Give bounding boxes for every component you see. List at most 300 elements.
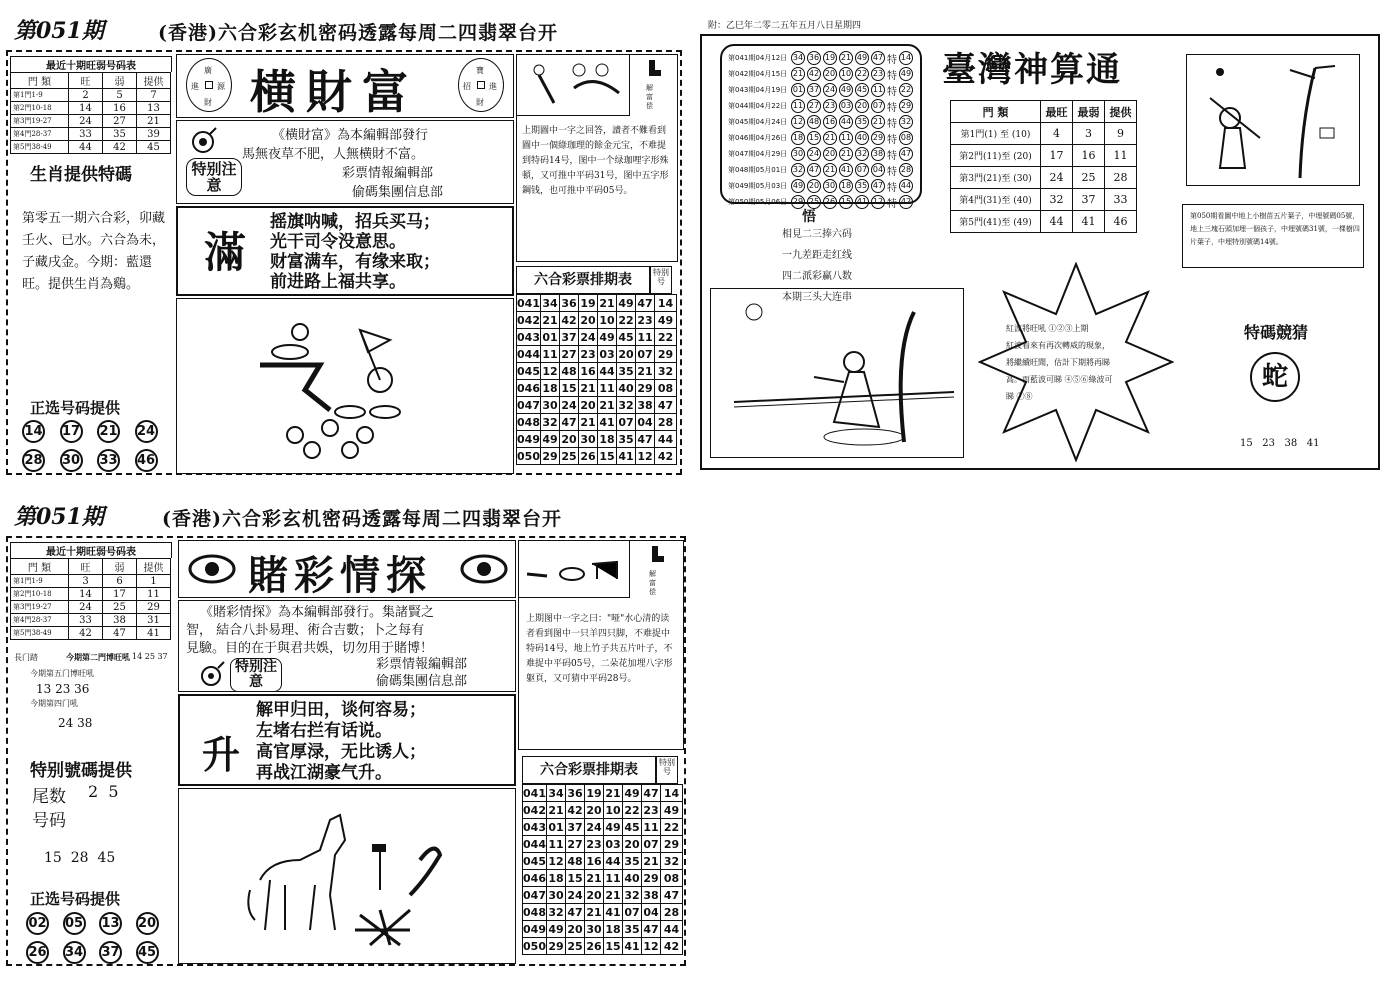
schedule-number: 15	[567, 871, 583, 885]
recent-cell: 44	[69, 141, 103, 154]
schedule-number: 41	[618, 449, 634, 463]
draw-number: 07	[871, 99, 885, 113]
door-header-cell: 最弱	[1073, 101, 1105, 123]
draw-number: 32	[855, 147, 869, 161]
recent-header-row	[11, 73, 171, 89]
draw-number: 32	[791, 163, 805, 177]
wu-lines: 相見二三捧六码 一九差距走红线 四二派彩赢八数 本期三头大连串	[782, 229, 852, 303]
schedule-number: 07	[618, 415, 634, 429]
schedule-number: 34	[548, 786, 564, 800]
door-line2-label: 今期第五门博旺吼	[30, 669, 94, 678]
wu-title: 悟	[802, 209, 816, 225]
schedule-number: 07	[643, 837, 659, 851]
schedule-number: 20	[586, 888, 602, 902]
schedule-number: 21	[643, 854, 659, 868]
schedule-number: 12	[548, 854, 564, 868]
eye-left-icon	[188, 552, 236, 586]
draw-number: 41	[839, 163, 853, 177]
schedule-issue: 041	[523, 786, 546, 800]
recent-cell: 42	[69, 627, 103, 640]
schedule-issue: 045	[517, 364, 540, 378]
eye-right-icon	[460, 552, 508, 586]
schedule-table	[522, 756, 683, 955]
draw-number: 21	[839, 147, 853, 161]
code-label: 号码	[32, 811, 66, 831]
pick-number: 46	[135, 449, 158, 472]
draw-number: 21	[823, 131, 837, 145]
bomb-icon	[198, 660, 228, 688]
schedule-number: 48	[567, 854, 583, 868]
draw-number: 20	[807, 179, 821, 193]
horse-illustration	[240, 800, 470, 950]
recent-cell: 21	[137, 115, 171, 128]
recent-cell: 29	[137, 601, 171, 614]
riddle-text: 上期图中一字之曰："哑"水心清的读者看到图中一只羊四只脚，不难捉中特码14号，地上竹子共五片叶子，不难捉中平码05号，二朵花加埋八字形躯頁，又可猜中平码28号。	[526, 614, 673, 684]
picks-grid	[26, 912, 172, 964]
draw-number: 04	[871, 163, 885, 177]
schedule-special-number: 47	[661, 887, 683, 904]
draw-row	[728, 50, 914, 66]
schedule-issue: 047	[517, 398, 540, 412]
draw-special-word: 特	[887, 54, 897, 66]
schedule-number: 29	[548, 939, 564, 953]
draw-special-number: 29	[899, 99, 913, 113]
schedule-issue: 050	[517, 449, 540, 463]
schedule-number: 07	[624, 905, 640, 919]
recent-row	[11, 102, 171, 115]
schedule-number: 49	[548, 922, 564, 936]
recent-cell: 11	[137, 588, 171, 601]
schedule-number: 15	[599, 449, 615, 463]
recent-row	[11, 601, 171, 614]
schedule-special-number: 47	[655, 397, 677, 414]
schedule-number: 16	[586, 854, 602, 868]
schedule-number: 32	[618, 398, 634, 412]
draw-special-word: 特	[887, 70, 897, 82]
schedule-number: 21	[586, 905, 602, 919]
draw-number: 21	[823, 163, 837, 177]
draw-number: 10	[839, 67, 853, 81]
door-cell: 24	[1041, 167, 1073, 189]
recent-row	[11, 588, 171, 601]
star-text: 紅波將旺吼 ①②③上期 紅波看來有再次轉威的現象， 將繼續旺聞，估計下期將再睇 高。而藍波可睇 ④⑤⑥綠波可 睇 ⑦⑧	[1006, 324, 1113, 401]
date-line: 附：乙巳年二零二五年五月八日星期四	[708, 21, 862, 31]
schedule-number: 47	[637, 432, 653, 446]
recent-header-row	[11, 559, 171, 575]
door-row	[951, 167, 1137, 189]
door-header-row	[951, 101, 1137, 123]
draw-label: 第043期04月19日	[728, 86, 788, 94]
picks-title: 正选号码提供	[30, 890, 121, 908]
door-row-label: 第5門(41)至 (49)	[951, 211, 1041, 233]
recent-row	[11, 128, 171, 141]
schedule-issue: 049	[517, 432, 540, 446]
draw-number: 45	[855, 83, 869, 97]
schedule-number: 37	[561, 330, 577, 344]
draw-number: 20	[855, 99, 869, 113]
door-line1-label: 今期第二門博旺吼	[66, 652, 130, 662]
schedule-number: 32	[548, 905, 564, 919]
sage-illustration	[714, 292, 960, 454]
schedule-number: 20	[561, 432, 577, 446]
recent-header-cell: 弱	[103, 73, 137, 89]
schedule-number: 22	[624, 803, 640, 817]
schedule-number: 41	[605, 905, 621, 919]
schedule-number: 48	[561, 364, 577, 378]
schedule-issue: 044	[517, 347, 540, 361]
schedule-number: 32	[542, 415, 558, 429]
pick-number: 30	[60, 449, 83, 472]
recent-table	[10, 56, 172, 154]
schedule-number: 47	[561, 415, 577, 429]
recent-row-label: 第3門19-27	[11, 601, 69, 614]
door-row-label: 第3門(21)至 (30)	[951, 167, 1041, 189]
schedule-special-number: 49	[661, 802, 683, 819]
draw-label: 第041期04月12日	[728, 54, 788, 62]
recent-table-grid	[10, 72, 171, 154]
recent-header-cell: 提供	[137, 73, 171, 89]
schedule-grid	[522, 784, 683, 955]
schedule-special-number: 44	[661, 921, 683, 938]
schedule-number: 16	[580, 364, 596, 378]
schedule-number: 22	[618, 313, 634, 327]
schedule-issue: 044	[523, 837, 546, 851]
schedule-number: 35	[624, 922, 640, 936]
draw-number: 19	[823, 51, 837, 65]
guess-animal: 蛇	[1250, 352, 1300, 402]
recent-row-label: 第1門1-9	[11, 89, 69, 102]
draw-number: 29	[871, 131, 885, 145]
schedule-row	[523, 887, 683, 904]
schedule-row	[517, 329, 677, 346]
door-line2-nums: 13 23 36	[36, 682, 90, 696]
schedule-issue: 042	[523, 803, 546, 817]
recent-cell: 41	[137, 627, 171, 640]
draw-number: 37	[807, 83, 821, 97]
draw-row	[728, 114, 914, 130]
door-row	[951, 211, 1137, 233]
schedule-number: 11	[605, 871, 621, 885]
schedule-number: 30	[586, 922, 602, 936]
schedule-number: 36	[561, 296, 577, 310]
bomb-icon	[188, 124, 222, 154]
recent-cell: 24	[69, 601, 103, 614]
guess-nums: 15 23 38 41	[1240, 438, 1320, 449]
draw-number: 20	[823, 67, 837, 81]
schedule-special-number: 42	[661, 938, 683, 955]
draw-special-number: 22	[899, 83, 913, 97]
recent-row-label: 第4門28-37	[11, 128, 69, 141]
draw-special-word: 特	[887, 166, 897, 178]
schedule-number: 10	[605, 803, 621, 817]
guess-title: 特碼競猜	[1244, 323, 1309, 342]
recent-row	[11, 89, 171, 102]
schedule-issue: 043	[523, 820, 546, 834]
draw-number: 16	[823, 115, 837, 129]
recent-cell: 7	[137, 89, 171, 102]
recent-header-cell: 門 類	[11, 559, 69, 575]
draw-number: 12	[791, 115, 805, 129]
schedule-issue: 043	[517, 330, 540, 344]
draw-row	[728, 82, 914, 98]
schedule-special-number: 49	[655, 312, 677, 329]
schedule-issue: 049	[523, 922, 546, 936]
draw-number: 48	[807, 115, 821, 129]
schedule-number: 42	[567, 803, 583, 817]
pointing-hand-icon	[645, 58, 665, 78]
draw-number: 23	[871, 67, 885, 81]
goat-illustration	[522, 544, 626, 594]
schedule-number: 45	[618, 330, 634, 344]
recent-row-label: 第3門19-27	[11, 115, 69, 128]
schedule-number: 21	[599, 398, 615, 412]
code-nums: 15 28 45	[44, 850, 116, 866]
schedule-number: 49	[542, 432, 558, 446]
schedule-number: 47	[637, 296, 653, 310]
schedule-number: 18	[605, 922, 621, 936]
door-row	[951, 123, 1137, 145]
draw-special-number: 08	[899, 131, 913, 145]
recent-cell: 14	[69, 102, 103, 115]
door-cell: 17	[1041, 145, 1073, 167]
schedule-title: 六合彩票排期表	[522, 756, 656, 784]
note-text: 第050期看圖中地上小樹苗五片葉子，中埋號碼05號，地上三塊石頭加埋一個孩子，中埋號碼31號，一棵樹四片葉子，中埋特別號碼14號。	[1190, 212, 1360, 246]
header-title: (香港)六合彩玄机密码透露每周二四翡翠台开	[162, 508, 562, 530]
recent-cell: 39	[137, 128, 171, 141]
poem-lines: 摇旗呐喊，招兵买马； 光干司令没意思。 财富满车，有缘来取； 前进路上福共享。	[270, 212, 440, 292]
schedule-row	[517, 295, 677, 312]
door-cell: 16	[1073, 145, 1105, 167]
schedule-issue: 041	[517, 296, 540, 310]
door-row	[951, 145, 1137, 167]
recent-cell: 33	[69, 128, 103, 141]
schedule-number: 21	[542, 313, 558, 327]
schedule-row	[517, 363, 677, 380]
schedule-number: 29	[637, 381, 653, 395]
draw-number: 07	[855, 163, 869, 177]
draw-number: 30	[823, 179, 837, 193]
schedule-number: 25	[561, 449, 577, 463]
schedule-number: 35	[618, 432, 634, 446]
draw-label: 第046期04月26日	[728, 134, 788, 142]
recent-cell: 13	[137, 102, 171, 115]
schedule-issue: 048	[517, 415, 540, 429]
draw-row	[728, 178, 914, 194]
schedule-number: 11	[643, 820, 659, 834]
door-cell: 11	[1105, 145, 1137, 167]
draw-number: 20	[823, 147, 837, 161]
schedule-number: 25	[567, 939, 583, 953]
door-cell: 33	[1105, 189, 1137, 211]
schedule-number: 49	[624, 786, 640, 800]
schedule-number: 44	[605, 854, 621, 868]
recent-header-cell: 門 類	[11, 73, 69, 89]
schedule-number: 23	[643, 803, 659, 817]
draw-number: 27	[807, 99, 821, 113]
schedule-row	[517, 380, 677, 397]
draw-special-number: 49	[899, 67, 913, 81]
schedule-special-number: 14	[661, 785, 683, 802]
schedule-number: 21	[586, 871, 602, 885]
schedule-row	[517, 431, 677, 448]
schedule-number: 01	[542, 330, 558, 344]
door-header-cell: 最旺	[1041, 101, 1073, 123]
schedule-special-number: 28	[661, 904, 683, 921]
draw-number: 38	[871, 147, 885, 161]
banner-title: 横財富	[250, 65, 418, 119]
fortune-label: 解 富 偿	[649, 570, 656, 596]
door-table	[950, 100, 1137, 233]
recent-row-label: 第4門28-37	[11, 614, 69, 627]
title: 臺灣神算通	[942, 50, 1122, 90]
recent-cell: 2	[69, 89, 103, 102]
recent-table-title: 最近十期旺弱号码表	[10, 542, 172, 558]
draw-number: 11	[871, 83, 885, 97]
door-cell: 44	[1041, 211, 1073, 233]
schedule-number: 26	[580, 449, 596, 463]
schedule-special-number: 22	[655, 329, 677, 346]
draw-label: 第048期05月01日	[728, 166, 788, 174]
schedule-table	[516, 266, 677, 465]
intro-text: 《横財富》為本編輯部發行 馬無夜草不肥，人無横財不富。 彩票情報編輯部 偷碼集團信息部	[242, 128, 444, 200]
special-title: 特别號碼提供	[30, 761, 132, 781]
schedule-number: 23	[580, 347, 596, 361]
draw-label: 第042期04月15日	[728, 70, 788, 78]
door-cell: 4	[1041, 123, 1073, 145]
recent-header-cell: 旺	[69, 559, 103, 575]
door-cell: 3	[1073, 123, 1105, 145]
issue-label: 第051期	[14, 504, 104, 530]
schedule-issue: 045	[523, 854, 546, 868]
schedule-number: 49	[599, 330, 615, 344]
intro-signature: 彩票情報編輯部 偷碼集團信息部	[376, 657, 468, 689]
schedule-title: 六合彩票排期表	[516, 266, 650, 294]
schedule-issue: 048	[523, 905, 546, 919]
schedule-number: 04	[643, 905, 659, 919]
pick-number: 05	[63, 912, 86, 935]
pick-number: 34	[63, 941, 86, 964]
draw-special-number: 32	[899, 115, 913, 129]
schedule-special-number: 44	[655, 431, 677, 448]
schedule-number: 21	[599, 296, 615, 310]
schedule-number: 38	[643, 888, 659, 902]
schedule-issue: 047	[523, 888, 546, 902]
draw-number: 47	[807, 163, 821, 177]
schedule-special-number: 29	[661, 836, 683, 853]
draw-number: 44	[839, 115, 853, 129]
pointing-hand-icon	[648, 544, 668, 564]
schedule-number: 23	[637, 313, 653, 327]
recent-table-title: 最近十期旺弱号码表	[10, 56, 172, 72]
draw-special-number: 44	[899, 179, 913, 193]
schedule-row	[523, 938, 683, 955]
schedule-number: 35	[618, 364, 634, 378]
schedule-number: 30	[542, 398, 558, 412]
schedule-row	[523, 802, 683, 819]
schedule-number: 23	[586, 837, 602, 851]
draw-special-number: 14	[899, 51, 913, 65]
draw-special-number: 42	[899, 195, 913, 209]
draw-special-word: 特	[887, 198, 897, 210]
schedule-number: 11	[542, 347, 558, 361]
door-header-cell: 提供	[1105, 101, 1137, 123]
schedule-row	[523, 870, 683, 887]
schedule-row	[517, 448, 677, 465]
draw-number: 42	[807, 67, 821, 81]
schedule-number: 30	[548, 888, 564, 902]
recent-cell: 14	[69, 588, 103, 601]
recent-row	[11, 141, 171, 154]
zodiac-title: 生肖提供特碼	[30, 165, 132, 185]
draw-number: 21	[791, 67, 805, 81]
schedule-number: 45	[624, 820, 640, 834]
picks-title: 正选号码提供	[30, 399, 121, 417]
schedule-number: 27	[567, 837, 583, 851]
recent-row	[11, 627, 171, 640]
pick-number: 13	[99, 912, 122, 935]
schedule-number: 24	[561, 398, 577, 412]
schedule-number: 27	[561, 347, 577, 361]
draw-number: 22	[855, 67, 869, 81]
recent-cell: 5	[103, 89, 137, 102]
draw-special-word: 特	[887, 102, 897, 114]
schedule-number: 41	[624, 939, 640, 953]
schedule-number: 49	[605, 820, 621, 834]
recent-cell: 33	[69, 614, 103, 627]
door-cell: 32	[1041, 189, 1073, 211]
zodiac-text: 第零五一期六合彩，卯藏壬火、已水。六合為未，子藏戌金。今期：藍還旺。提供生肖為鷄。	[22, 211, 166, 292]
schedule-row	[523, 853, 683, 870]
schedule-number: 21	[580, 381, 596, 395]
schedule-number: 03	[605, 837, 621, 851]
draw-row	[728, 98, 914, 114]
schedule-number: 03	[599, 347, 615, 361]
intro-text: 《賭彩情探》為本編輯部發行。集諸賢之 智， 結合八卦易理、術合吉數；卜之每有 見驗。目的在于與君共娛，切勿用于賭博！	[186, 605, 435, 656]
door-row-label: 第2門(11)至 (20)	[951, 145, 1041, 167]
poem-lines: 解甲归田，谈何容易； 左堵右拦有话说。 高官厚渌，无比诱人； 再战江湖豪气升。	[256, 700, 426, 783]
draw-number: 36	[807, 51, 821, 65]
schedule-number: 07	[637, 347, 653, 361]
schedule-special-number: 08	[661, 870, 683, 887]
draw-number: 11	[839, 131, 853, 145]
draw-special-word: 特	[887, 86, 897, 98]
schedule-grid	[516, 294, 677, 465]
schedule-special-number: 08	[655, 380, 677, 397]
schedule-number: 20	[580, 398, 596, 412]
schedule-number: 36	[567, 786, 583, 800]
schedule-row	[523, 921, 683, 938]
schedule-number: 12	[542, 364, 558, 378]
schedule-issue: 046	[523, 871, 546, 885]
door-row-label: 第4門(31)至 (40)	[951, 189, 1041, 211]
schedule-row	[517, 397, 677, 414]
schedule-row	[517, 414, 677, 431]
schedule-number: 19	[580, 296, 596, 310]
draw-number: 21	[871, 115, 885, 129]
draw-label: 第050期05月06日	[728, 198, 788, 206]
pick-number: 14	[22, 420, 45, 443]
schedule-number: 44	[599, 364, 615, 378]
door-cell: 41	[1073, 211, 1105, 233]
schedule-number: 40	[618, 381, 634, 395]
draw-number: 26	[823, 195, 837, 209]
schedule-number: 42	[561, 313, 577, 327]
draw-number: 24	[823, 83, 837, 97]
pick-number: 45	[136, 941, 159, 964]
schedule-number: 32	[624, 888, 640, 902]
recent-cell: 24	[69, 115, 103, 128]
draw-special-word: 特	[887, 134, 897, 146]
